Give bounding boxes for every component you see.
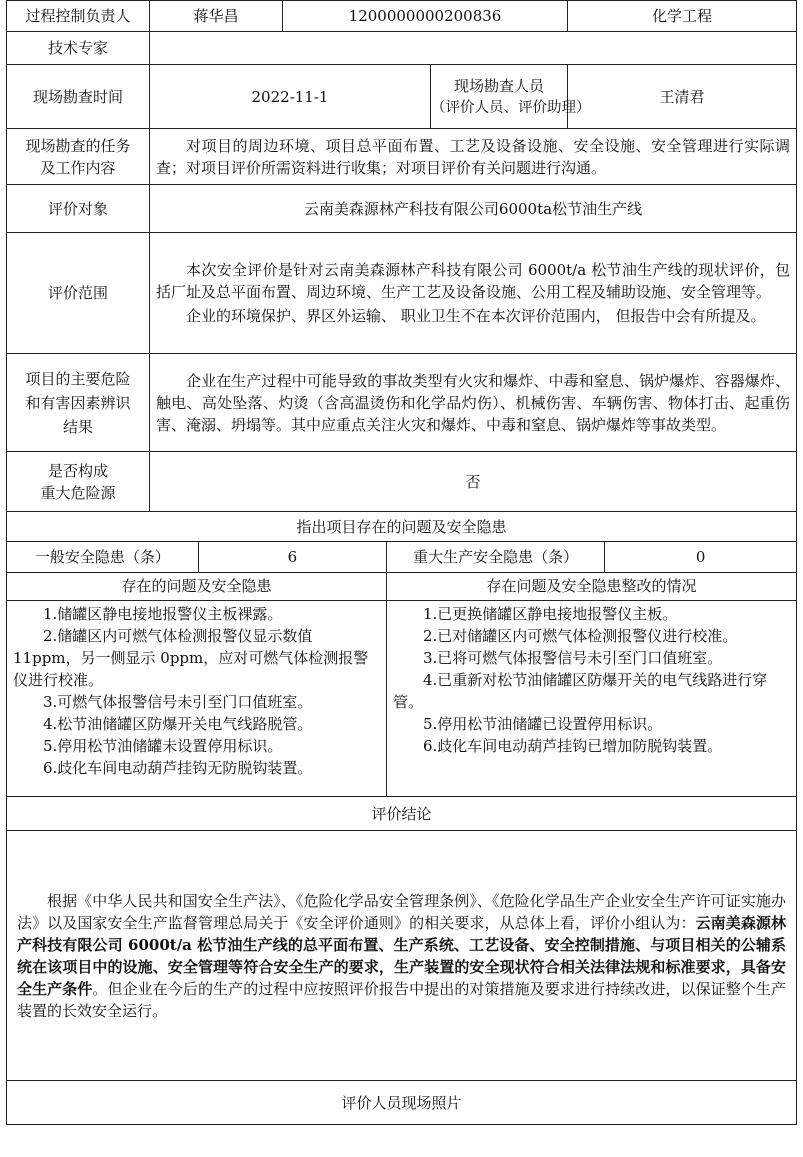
conclusion-title-row	[7, 797, 797, 831]
fix-item: 4.已重新对松节油储罐区防爆开关的电气线路进行穿管。	[392, 670, 768, 711]
fix-item: 3.已将可燃气体报警信号未引至门口值班室。	[422, 648, 723, 667]
task-label-line2: 及工作内容	[40, 158, 116, 177]
scope-text	[150, 233, 797, 354]
major-hazard-count-label: 重大生产安全隐患（条）	[386, 542, 604, 572]
responsible-name: 蒋华昌	[150, 1, 283, 32]
scope-label: 评价范围	[7, 233, 150, 354]
hazard-label-line3: 结果	[62, 417, 93, 436]
task-label-line1: 现场勘查的任务	[25, 136, 131, 155]
cert-number: 1200000000200836	[283, 1, 568, 32]
scope-row	[7, 233, 797, 354]
scope-paragraph-2: 企业的环境保护、界区外运输、 职业卫生不在本次评价范围内， 但报告中会有所提及。	[186, 307, 766, 325]
hazard-label-line2: 和有害因素辨识	[25, 393, 131, 412]
issues-detail-row	[7, 542, 797, 797]
problem-item: 5.停用松节油储罐未设置停用标识。	[43, 736, 283, 755]
photos-title: 评价人员现场照片	[7, 1081, 797, 1125]
problems-list	[7, 600, 386, 796]
scope-paragraph-1: 本次安全评价是针对云南美森源林产科技有限公司 6000t/a 松节油生产线的现状评价，包括厂址及总平面布置、周边环境、生产工艺及设备设施、公用工程及辅助设施、安全管理等。	[156, 261, 791, 301]
conclusion-title: 评价结论	[7, 797, 797, 831]
issues-title: 指出项目存在的问题及安全隐患	[7, 512, 797, 542]
object-row	[7, 185, 797, 233]
fix-item: 2.已对储罐区内可燃气体检测报警仪进行校准。	[422, 626, 738, 645]
problem-item: 4.松节油储罐区防爆开关电气线路脱管。	[43, 714, 313, 733]
conclusion-bold: 云南美森源林产科技有限公司 6000t/a 松节油生产线的总平面布置、生产系统、工艺设备、安全控制措施、与项目相关的公辅系统在该项目中的设施、安全管理等符合安全生产的要求，生产装置的安全现状符合相关法律法规和标准要求，具备安全生产条件	[17, 913, 787, 998]
survey-time-label: 现场勘查时间	[7, 65, 150, 129]
task-text: 对项目的周边环境、项目总平面布置、工艺及设备设施、安全设施、安全管理进行实际调查；对项目评价所需资料进行收集；对项目评价有关问题进行沟通。	[150, 129, 797, 185]
survey-staff-label-line2: （评价人员、评价助理）	[431, 99, 591, 116]
problem-item: 6.歧化车间电动葫芦挂钩无防脱钩装置。	[43, 758, 313, 777]
problems-header: 存在的问题及安全隐患	[7, 572, 386, 600]
responsible-label: 过程控制负责人	[7, 1, 150, 32]
object-value: 云南美森源林产科技有限公司6000ta松节油生产线	[150, 185, 797, 233]
major-hazard-count: 0	[605, 542, 796, 572]
hazard-row	[7, 354, 797, 452]
survey-row	[7, 65, 797, 129]
conclusion-part2: 。但企业在今后的生产的过程中应按照评价报告中提出的对策措施及要求进行持续改进，以保证整个生产装置的长效安全运行。	[17, 979, 786, 1020]
specialty: 化学工程	[568, 1, 797, 32]
general-hazard-count: 6	[198, 542, 386, 572]
major-hazard-label-line2: 重大危险源	[40, 483, 116, 502]
header-row	[7, 1, 797, 32]
survey-time-value: 2022-11-1	[150, 65, 431, 129]
object-label: 评价对象	[7, 185, 150, 233]
photos-row	[7, 1081, 797, 1125]
fix-item: 5.停用松节油储罐已设置停用标识。	[422, 714, 663, 733]
fixes-header: 存在问题及安全隐患整改的情况	[386, 572, 796, 600]
conclusion-row	[7, 831, 797, 1081]
tech-expert-row	[7, 32, 797, 65]
issue-count-row	[7, 542, 796, 572]
issue-header-row	[7, 572, 796, 600]
fix-item: 6.歧化车间电动葫芦挂钩已增加防脱钩装置。	[422, 736, 723, 755]
major-hazard-value: 否	[150, 452, 797, 512]
fixes-list	[386, 600, 796, 796]
hazard-label-line1: 项目的主要危险	[25, 369, 131, 388]
issue-lists-row	[7, 600, 796, 796]
tech-expert-value	[150, 32, 797, 65]
survey-staff-value: 王清君	[568, 65, 797, 129]
conclusion-part1: 根据《中华人民共和国安全生产法》、《危险化学品安全管理条例》、《危险化学品生产企业安全生产许可证实施办法》以及国家安全生产监督管理总局关于《安全评价通则》的相关要求，从总体上看，评价小组认为：	[17, 891, 787, 932]
conclusion-text	[7, 831, 797, 1081]
evaluation-form	[6, 0, 797, 1125]
hazard-text: 企业在生产过程中可能导致的事故类型有火灾和爆炸、中毒和窒息、锅炉爆炸、容器爆炸、触电、高处坠落、灼烫（含高温烫伤和化学品灼伤）、机械伤害、车辆伤害、物体打击、起重伤害、淹溺、坍塌等。其中应重点关注火灾和爆炸、中毒和窒息、锅炉爆炸等事故类型。	[150, 354, 797, 452]
issues-title-row	[7, 512, 797, 542]
fix-item: 1.已更换储罐区静电接地报警仪主板。	[422, 604, 678, 623]
survey-staff-label-line1: 现场勘查人员	[454, 76, 545, 95]
major-hazard-label-line1: 是否构成	[47, 461, 108, 480]
task-label	[7, 129, 150, 185]
problem-item: 3.可燃气体报警信号未引至门口值班室。	[43, 692, 313, 711]
problem-item: 1.储罐区静电接地报警仪主板裸露。	[43, 604, 283, 623]
general-hazard-label: 一般安全隐患（条）	[7, 542, 198, 572]
major-hazard-row	[7, 452, 797, 512]
survey-staff-label	[431, 65, 591, 129]
tech-expert-label: 技术专家	[7, 32, 150, 65]
hazard-label	[7, 354, 150, 452]
major-hazard-label	[7, 452, 150, 512]
problem-item: 2.储罐区内可燃气体检测报警仪显示数值 11ppm，另一侧显示 0ppm，应对可燃气体检测报警仪进行校准。	[13, 626, 369, 689]
issues-table	[7, 542, 796, 796]
task-row	[7, 129, 797, 185]
